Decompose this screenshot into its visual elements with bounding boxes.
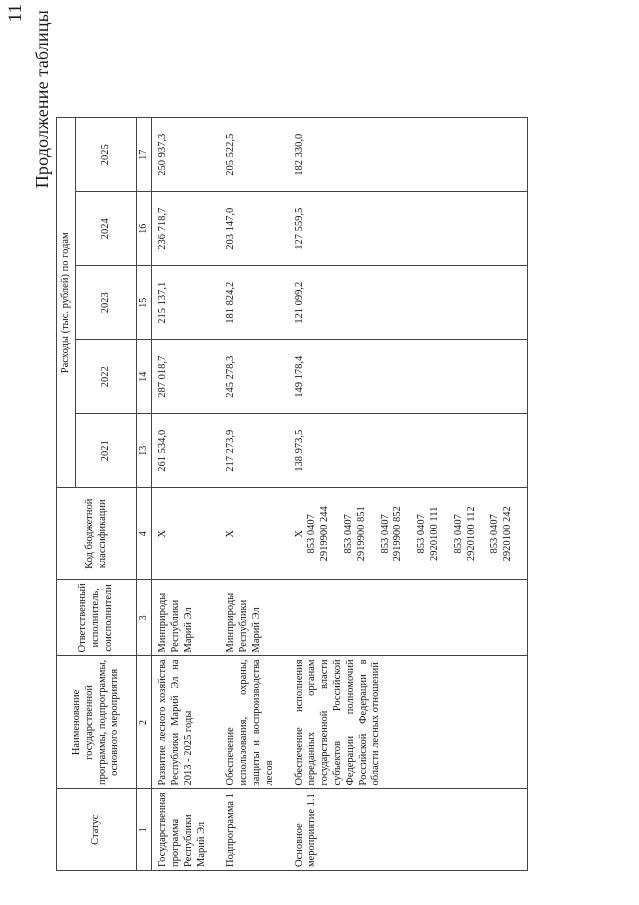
column-number: 17: [137, 118, 152, 192]
budget-code: Х: [293, 529, 305, 538]
row-responsible: [289, 580, 528, 656]
header-expenses-group: Расходы (тыс. рублей) по годам: [57, 118, 76, 488]
row-value-2025: 182 330,0: [289, 118, 528, 192]
row-value-2023: 181 824,2: [220, 266, 288, 340]
header-year: 2023: [76, 266, 137, 340]
budget-code: 853 0407: [379, 514, 391, 554]
column-number: 15: [137, 266, 152, 340]
column-number: 1: [137, 789, 152, 871]
row-responsible: Минприроды Республики Марий Эл: [152, 580, 221, 656]
row-name: Обеспечение использования, охраны, защиты и воспроизводства лесов: [220, 656, 288, 789]
budget-code: 853 0407: [489, 514, 501, 554]
row-value-2022: 287 018,7: [152, 340, 221, 414]
column-number-row: [137, 118, 152, 871]
table-row: [152, 118, 221, 871]
column-number: 16: [137, 192, 152, 266]
column-number: 2: [137, 656, 152, 789]
row-value-2025: 250 937,3: [152, 118, 221, 192]
budget-code: 853 0407: [342, 514, 354, 554]
table-caption: Продолжение таблицы: [32, 10, 52, 189]
row-value-2024: 203 147,0: [220, 192, 288, 266]
header-name: Наименование государственной программы, подпрограммы, основного мероприятия: [57, 656, 137, 789]
budget-code: 853 0407: [416, 514, 428, 554]
budget-code: Х: [157, 529, 169, 538]
budget-code: 2919900 244: [319, 506, 331, 562]
column-number: 4: [137, 488, 152, 580]
header-year: 2024: [76, 192, 137, 266]
header-year: 2022: [76, 340, 137, 414]
row-value-2024: 127 559,5: [289, 192, 528, 266]
row-status: Подпрограмма 1: [220, 789, 288, 871]
header-status: Статус: [57, 789, 137, 871]
budget-code: 853 0407: [306, 514, 318, 554]
budget-code: 2920100 242: [502, 506, 514, 562]
header-year: 2025: [76, 118, 137, 192]
row-value-2023: 121 099,2: [289, 266, 528, 340]
row-responsible: Минприроды Республики Марий Эл: [220, 580, 288, 656]
row-value-2022: 245 278,3: [220, 340, 288, 414]
budget-code: 2920100 111: [428, 506, 440, 561]
budget-code: 2919900 852: [392, 506, 404, 562]
row-code: [152, 488, 221, 580]
row-value-2021: 261 534,0: [152, 414, 221, 488]
budget-code: Х: [225, 529, 237, 538]
row-value-2021: 217 273,9: [220, 414, 288, 488]
row-value-2024: 236 718,7: [152, 192, 221, 266]
row-value-2021: 138 973,5: [289, 414, 528, 488]
row-code: [220, 488, 288, 580]
budget-code: 2920100 112: [465, 506, 477, 562]
page-number: 11: [5, 4, 26, 23]
table-row: [220, 118, 288, 871]
budget-table: [56, 117, 528, 871]
row-value-2023: 215 137,1: [152, 266, 221, 340]
table-row: [289, 118, 528, 871]
column-number: 13: [137, 414, 152, 488]
header-responsible: Ответственный исполнитель, соисполнители: [57, 580, 137, 656]
row-value-2025: 205 522,5: [220, 118, 288, 192]
row-status: Государственная программа Республики Марий Эл: [152, 789, 221, 871]
budget-code: 2919900 851: [355, 506, 367, 562]
budget-code: 853 0407: [452, 514, 464, 554]
column-number: 14: [137, 340, 152, 414]
header-year: 2021: [76, 414, 137, 488]
column-number: 3: [137, 580, 152, 656]
row-status: Основное мероприятие 1.1: [289, 789, 528, 871]
row-code: [289, 488, 528, 580]
row-name: Обеспечение исполнения переданных органам государственной власти субъектов Российской Федерации полномочий Российской Федерации в области лесных отношений: [289, 656, 528, 789]
row-name: Развитие лесного хозяйства Республики Марий Эл на 2013 - 2025 годы: [152, 656, 221, 789]
row-value-2022: 149 178,4: [289, 340, 528, 414]
header-code: Код бюджетной классификации: [57, 488, 137, 580]
